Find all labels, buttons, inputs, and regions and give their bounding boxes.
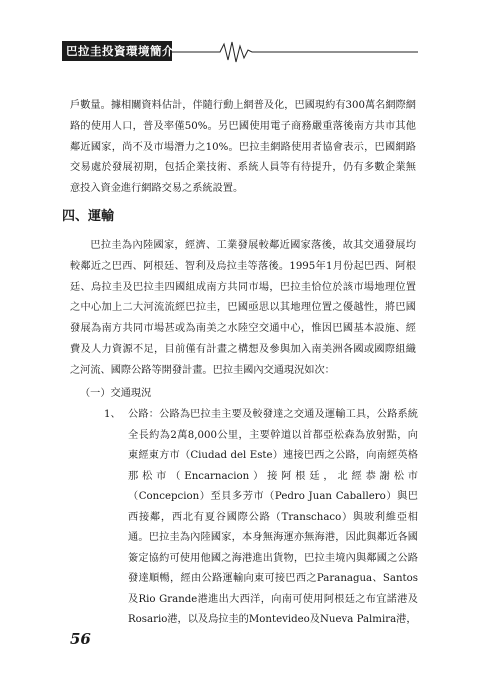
- paragraph-transport-intro: 巴拉圭為內陸國家，經濟、工業發展較鄰近國家落後，故其交通發展均較鄰近之巴西、阿根廷、智利及烏拉圭等落後。1995年1月份起巴西、阿根廷、烏拉圭及巴拉圭四國組成南方共同市場，巴拉圭恰位於該市場地理位置之中心加上二大河流流經巴拉圭，巴國亟思以其地理位置之優越性，將巴國發展為南方共同市場甚或為南美之水陸空交通中心，惟因巴國基本設施、經費及人力資源不足，目前僅有計畫之構想及參與加入南美洲各國或國際組織之河流、國際公路等開發計畫。巴拉圭國內交通現況如次：: [70, 240, 416, 376]
- paragraph-internet-users: 戶數量。據相關資料估計，伴隨行動上網普及化，巴國現約有300萬名網際網路的使用人口，普及率僅50%。另巴國使用電子商務嚴重落後南方共市其他鄰近國家，尚不及市場潛力之10%。巴拉圭網路使用者協會表示，巴國網路交易處於發展初期，包括企業技術、系統人員等有待提升，仍有多數企業無意投入資金進行網路交易之系統設置。: [70, 100, 416, 195]
- list-item-highways: 公路：公路為巴拉圭主要及較發達之交通及運輸工具，公路系統全長約為2萬8,000公里，主要幹道以首都亞松森為放射點，向東經東方市（Ciudad del Este）連接巴西之公路，向南經英格那松市（Encarnacion）接阿根廷，北經恭謝松市（Concepcion）至貝多芳市（Pedro Juan Caballero）與巴西接鄰，西北有夏谷國際公路（Transchaco）與玻利維亞相通。巴拉圭為內陸國家，本身無海運亦無海港，因此與鄰近各國簽定協約可使用他國之海港進出貨物，巴拉圭境內與鄰國之公路發達順暢，經由公路運輸向東可接巴西之Paranagua、Santos及Rio Grande港進出大西洋，向南可使用阿根廷之布宜諾港及Rosario港，以及烏拉圭的Montevideo及Nueva Palmira港，: [128, 409, 418, 625]
- subsection-heading: （一）交通現況: [80, 388, 152, 399]
- header-title: 巴拉圭投資環境簡介: [66, 44, 174, 58]
- page-header: [0, 38, 480, 68]
- list-item-number: 1、: [104, 409, 121, 420]
- section-heading-transport: 四、運輸: [62, 209, 115, 224]
- header-wave-line: [172, 38, 418, 64]
- page-number: 56: [70, 630, 91, 648]
